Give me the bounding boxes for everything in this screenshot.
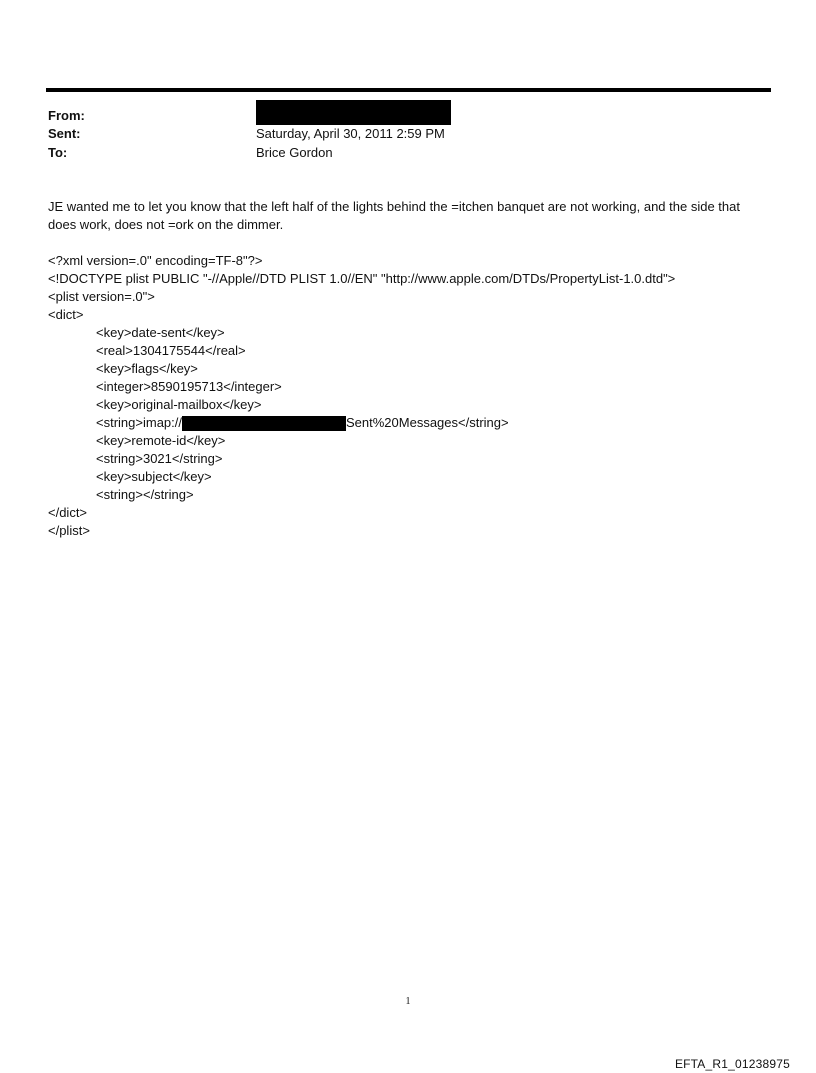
xml-line: </plist> — [48, 523, 90, 538]
to-label: To: — [48, 145, 68, 160]
sent-label: Sent: — [48, 126, 81, 141]
xml-line: <real>1304175544</real> — [96, 343, 246, 358]
xml-line: <dict> — [48, 307, 84, 322]
from-value-redacted — [256, 107, 451, 125]
from-label: From: — [48, 108, 85, 123]
header-rule — [46, 88, 771, 92]
xml-line: <key>original-mailbox</key> — [96, 397, 262, 412]
xml-line-prefix: <string>imap:// — [96, 415, 182, 430]
bates-number: EFTA_R1_01238975 — [674, 1057, 790, 1071]
xml-line: <key>flags</key> — [96, 361, 198, 376]
xml-line: <key>subject</key> — [96, 469, 212, 484]
xml-line: <string></string> — [96, 487, 194, 502]
xml-line: <plist version=.0"> — [48, 289, 155, 304]
xml-line: <!DOCTYPE plist PUBLIC "-//Apple//DTD PLIST 1.0//EN" "http://www.apple.com/DTDs/PropertyList-1.0.dtd"> — [48, 271, 676, 286]
xml-line: <string>3021</string> — [96, 451, 223, 466]
xml-line: <key>date-sent</key> — [96, 325, 225, 340]
xml-line: <integer>8590195713</integer> — [96, 379, 282, 394]
xml-line-redacted — [48, 414, 675, 432]
xml-line: <key>remote-id</key> — [96, 433, 226, 448]
redaction-block — [182, 416, 346, 431]
redaction-block — [256, 100, 451, 125]
xml-line-suffix: Sent%20Messages</string> — [346, 415, 509, 430]
xml-line: <?xml version=.0" encoding=TF-8"?> — [48, 253, 263, 268]
message-body: JE wanted me to let you know that the left half of the lights behind the =itchen banquet are not working, and the side that does work, does not =ork on the dimmer. — [48, 199, 740, 232]
page-number: 1 — [405, 996, 411, 1007]
xml-line: </dict> — [48, 505, 88, 520]
to-value: Brice Gordon — [256, 145, 333, 160]
sent-value: Saturday, April 30, 2011 2:59 PM — [256, 126, 445, 141]
xml-block — [48, 252, 675, 540]
